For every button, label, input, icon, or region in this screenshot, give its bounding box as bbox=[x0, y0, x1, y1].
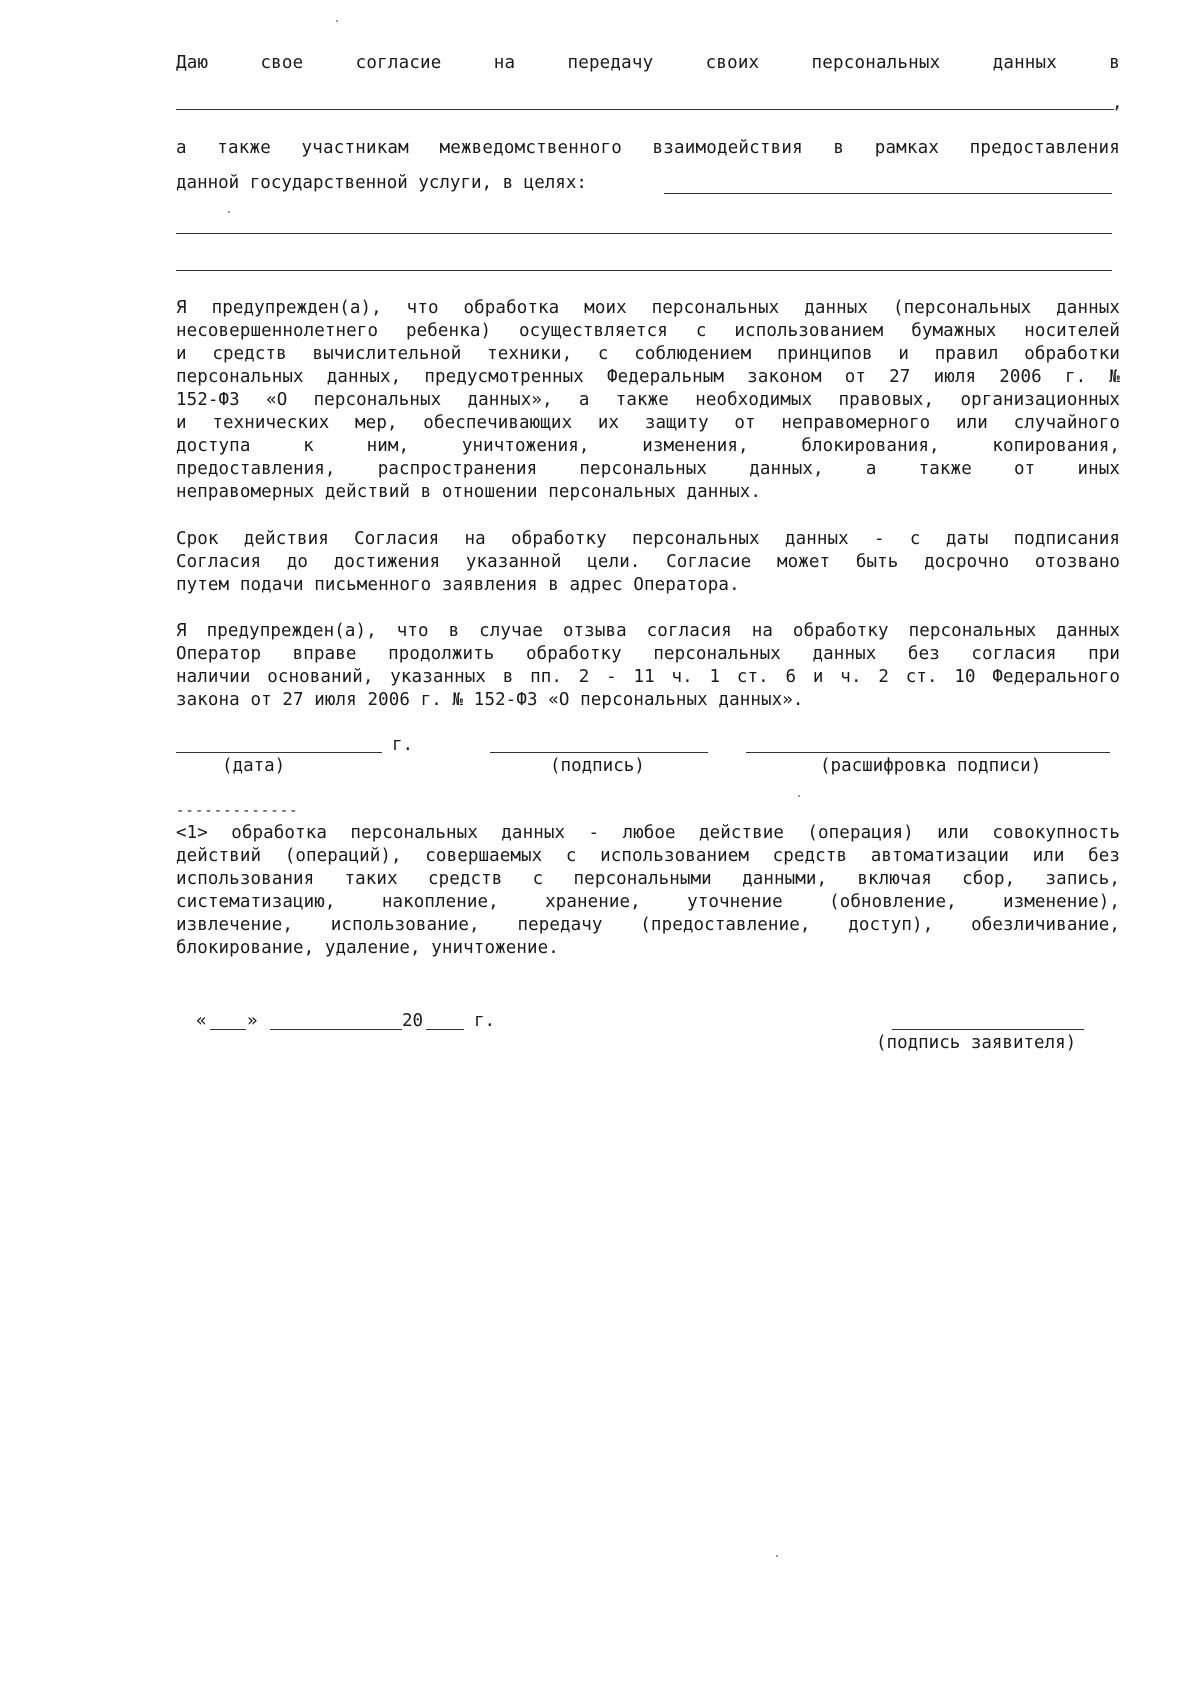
term-line: Согласия до достижения указанной цели. Согласие может быть досрочно отозвано bbox=[176, 552, 1120, 572]
consent-line-3: данной государственной услуги, в целях: bbox=[176, 173, 587, 193]
footnote-line: извлечение, использование, передачу (предоставление, доступ), обезличивание, bbox=[176, 915, 1120, 935]
scan-speck bbox=[798, 795, 800, 797]
applicant-month-rule bbox=[270, 1029, 402, 1030]
purpose-rule-3 bbox=[176, 270, 1112, 271]
warning1-line: персональных данных, предусмотренных Федеральным законом от 27 июля 2006 г. № bbox=[176, 367, 1120, 387]
applicant-signature-rule bbox=[892, 1029, 1084, 1030]
scan-speck bbox=[776, 1555, 778, 1557]
scan-speck bbox=[336, 20, 338, 22]
applicant-year-suffix: г. bbox=[474, 1011, 496, 1031]
footnote-line: действий (операций), совершаемых с использованием средств автоматизации или без bbox=[176, 846, 1120, 866]
applicant-signature-label: (подпись заявителя) bbox=[876, 1033, 1077, 1053]
warning2-line: Оператор вправе продолжить обработку персональных данных без согласия при bbox=[176, 644, 1120, 664]
footnote-line: <1> обработка персональных данных - любое действие (операция) или совокупность bbox=[176, 823, 1120, 843]
warning-paragraph-1 bbox=[176, 297, 1120, 504]
warning2-line: закона от 27 июля 2006 г. № 152-ФЗ «О персональных данных». bbox=[176, 690, 804, 710]
decoding-label: (расшифровка подписи) bbox=[820, 756, 1042, 776]
operator-line-comma: , bbox=[1112, 93, 1123, 113]
footnote-line: использования таких средств с персональными данными, включая сбор, запись, bbox=[176, 869, 1120, 889]
warning1-line: доступа к ним, уничтожения, изменения, блокирования, копирования, bbox=[176, 436, 1120, 456]
operator-name-rule bbox=[176, 109, 1114, 110]
footnote-paragraph bbox=[176, 822, 1120, 960]
warning1-line: и технических мер, обеспечивающих их защиту от неправомерного или случайного bbox=[176, 413, 1120, 433]
scan-speck bbox=[228, 211, 230, 213]
date-rule bbox=[176, 752, 382, 753]
warning1-line: предоставления, распространения персональных данных, а также от иных bbox=[176, 459, 1120, 479]
warning1-line: Я предупрежден(а), что обработка моих персональных данных (персональных данных bbox=[176, 298, 1120, 318]
purpose-rule-2 bbox=[176, 233, 1112, 234]
date-label: (дата) bbox=[222, 756, 286, 776]
signature-label: (подпись) bbox=[550, 756, 645, 776]
applicant-century: 20 bbox=[402, 1011, 424, 1031]
term-line: путем подачи письменного заявления в адрес Оператора. bbox=[176, 575, 740, 595]
warning1-line: 152-ФЗ «О персональных данных», а также необходимых правовых, организационных bbox=[176, 390, 1120, 410]
warning1-line: и средств вычислительной техники, с соблюдением принципов и правил обработки bbox=[176, 344, 1120, 364]
decoding-rule bbox=[746, 752, 1110, 753]
consent-line-1: Даю свое согласие на передачу своих персональных данных в bbox=[176, 53, 1120, 73]
warning1-line: несовершеннолетнего ребенка) осуществляется с использованием бумажных носителей bbox=[176, 321, 1120, 341]
warning2-line: наличии оснований, указанных в пп. 2 - 11 ч. 1 ст. 6 и ч. 2 ст. 10 Федерального bbox=[176, 667, 1120, 687]
footnote-line: систематизацию, накопление, хранение, уточнение (обновление, изменение), bbox=[176, 892, 1120, 912]
term-paragraph bbox=[176, 528, 1120, 597]
warning-paragraph-2 bbox=[176, 620, 1120, 712]
date-year-suffix: г. bbox=[392, 735, 414, 755]
warning2-line: Я предупрежден(а), что в случае отзыва согласия на обработку персональных данных bbox=[176, 621, 1120, 641]
consent-line-2: а также участникам межведомственного взаимодействия в рамках предоставления bbox=[176, 138, 1120, 158]
applicant-year-rule bbox=[426, 1029, 464, 1030]
signature-rule bbox=[490, 752, 708, 753]
applicant-day-rule bbox=[210, 1029, 246, 1030]
applicant-close-quote: » bbox=[247, 1011, 258, 1031]
purpose-rule-1 bbox=[664, 193, 1112, 194]
footnote-line: блокирование, удаление, уничтожение. bbox=[176, 938, 559, 958]
term-line: Срок действия Согласия на обработку персональных данных - с даты подписания bbox=[176, 529, 1120, 549]
warning1-line: неправомерных действий в отношении персональных данных. bbox=[176, 482, 761, 502]
applicant-open-quote: « bbox=[196, 1011, 207, 1031]
footnote-separator: ------------- bbox=[176, 803, 299, 819]
